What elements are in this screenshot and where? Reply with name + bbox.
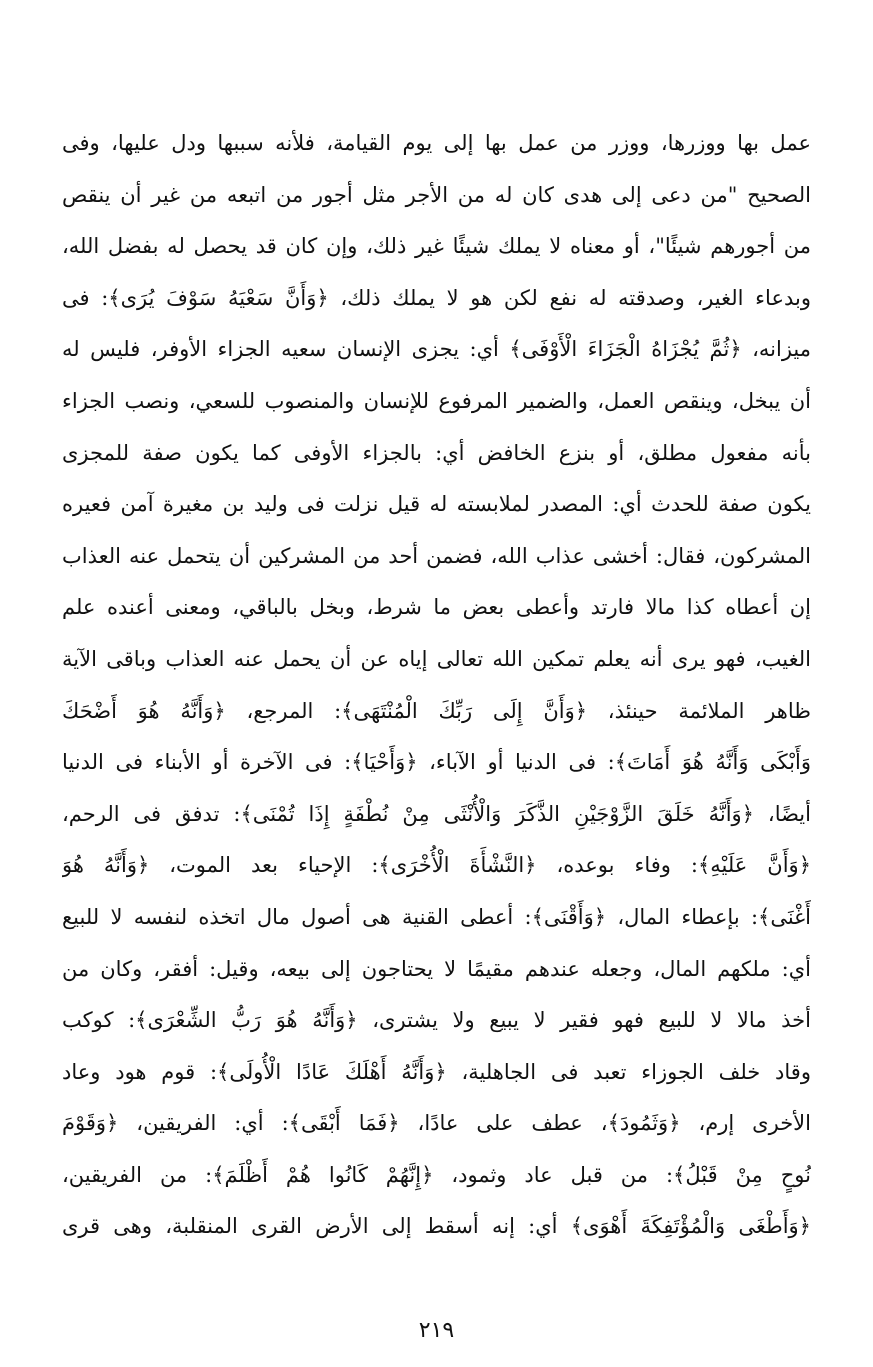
text-line: ميزانه، ﴿ثُمَّ يُجْزَاهُ الْجَزَاءَ الْأَوْفَى﴾ أي: يجزى الإنسان سعيه الجزاء الأوفر، فليس له bbox=[62, 337, 811, 362]
text-line: من أجورهم شيئًا"، أو معناه لا يملك شيئًا غير ذلك، وإن كان قد يحصل له بفضل الله، bbox=[62, 234, 811, 259]
text-line: وَأَبْكَى وَأَنَّهُ هُوَ أَمَاتَ﴾: فى الدنيا أو الآباء، ﴿وَأَحْيَا﴾: فى الآخرة أو الأبناء فى الدنيا bbox=[62, 750, 811, 775]
text-line: وقاد خلف الجوزاء تعبد فى الجاهلية، ﴿وَأَنَّهُ أَهْلَكَ عَادًا الْأُولَى﴾: قوم هود وعاد bbox=[62, 1059, 811, 1084]
text-line: أي: ملكهم المال، وجعله عندهم مقيمًا لا يحتاجون إلى بيعه، وقيل: أفقر، وكان من bbox=[62, 956, 811, 981]
text-line: إن أعطاه كذا مالا فارتد وأعطى بعض ما شرط، وبخل بالباقي، ومعنى أعنده علم bbox=[62, 595, 811, 620]
text-line: الغيب، فهو يرى أنه يعلم تمكين الله تعالى إياه عن أن يحمل عنه العذاب وباقى الآية bbox=[62, 646, 811, 671]
page-number: ٢١٩ bbox=[418, 1318, 455, 1343]
text-line: بأنه مفعول مطلق، أو بنزع الخافض أي: بالجزاء الأوفى كما يكون صفة للمجزى bbox=[62, 440, 811, 465]
text-line: ﴿وَأَنَّ عَلَيْهِ﴾: وفاء بوعده، ﴿النَّشْأَةَ الْأُخْرَى﴾: الإحياء بعد الموت، ﴿وَأَنَّهُ هُوَ bbox=[62, 853, 811, 878]
text-line: أن يبخل، وينقص العمل، والضمير المرفوع للإنسان والمنصوب للسعي، ونصب الجزاء bbox=[62, 388, 811, 413]
text-line: الأخرى إرم، ﴿وَثَمُودَ﴾، عطف على عادًا، ﴿فَمَا أَبْقَى﴾: أي: الفريقين، ﴿وَقَوْمَ bbox=[62, 1111, 811, 1136]
text-line: الصحيح "من دعى إلى هدى كان له من الأجر مثل أجور من اتبعه من غير أن ينقص bbox=[62, 182, 811, 207]
tafsir-text-block bbox=[62, 118, 811, 1253]
text-line: عمل بها ووزرها، ووزر من عمل بها إلى يوم القيامة، فلأنه سببها ودل عليها، وفى bbox=[62, 131, 811, 155]
text-line: المشركون، فقال: أخشى عذاب الله، فضمن أحد من المشركين أن يتحمل عنه العذاب bbox=[62, 543, 811, 568]
text-line: وبدعاء الغير، وصدقته له نفع لكن هو لا يملك ذلك، ﴿وَأَنَّ سَعْيَهُ سَوْفَ يُرَى﴾: فى bbox=[62, 285, 811, 310]
text-line: أخذ مالا لا للبيع فهو فقير لا يبيع ولا يشترى، ﴿وَأَنَّهُ هُوَ رَبُّ الشِّعْرَى﴾: كوكب bbox=[62, 1008, 811, 1033]
text-line: أيضًا، ﴿وَأَنَّهُ خَلَقَ الزَّوْجَيْنِ الذَّكَرَ وَالْأُنْثَى مِنْ نُطْفَةٍ إِذَا تُمْنَى﴾: تدفق فى الرحم، bbox=[62, 801, 811, 826]
text-line: يكون صفة للحدث أي: المصدر لملابسته له قيل نزلت فى وليد بن مغيرة آمن فعيره bbox=[62, 492, 811, 517]
text-line: ظاهر الملائمة حينئذ، ﴿وَأَنَّ إِلَى رَبِّكَ الْمُنْتَهَى﴾: المرجع، ﴿وَأَنَّهُ هُوَ أَضْحَكَ bbox=[62, 698, 811, 723]
text-line: ﴿وَأَطْغَى وَالْمُؤْتَفِكَةَ أَهْوَى﴾ أي: إنه أسقط إلى الأرض القرى المنقلبة، وهى قرى bbox=[62, 1214, 811, 1239]
text-line: نُوحٍ مِنْ قَبْلُ﴾: من قبل عاد وثمود، ﴿إِنَّهُمْ كَانُوا هُمْ أَظْلَمَ﴾: من الفريقين، bbox=[62, 1162, 811, 1187]
text-line: أَغْنَى﴾: بإعطاء المال، ﴿وَأَقْنَى﴾: أعطى القنية هى أصول مال اتخذه لنفسه لا للبيع bbox=[62, 904, 811, 929]
